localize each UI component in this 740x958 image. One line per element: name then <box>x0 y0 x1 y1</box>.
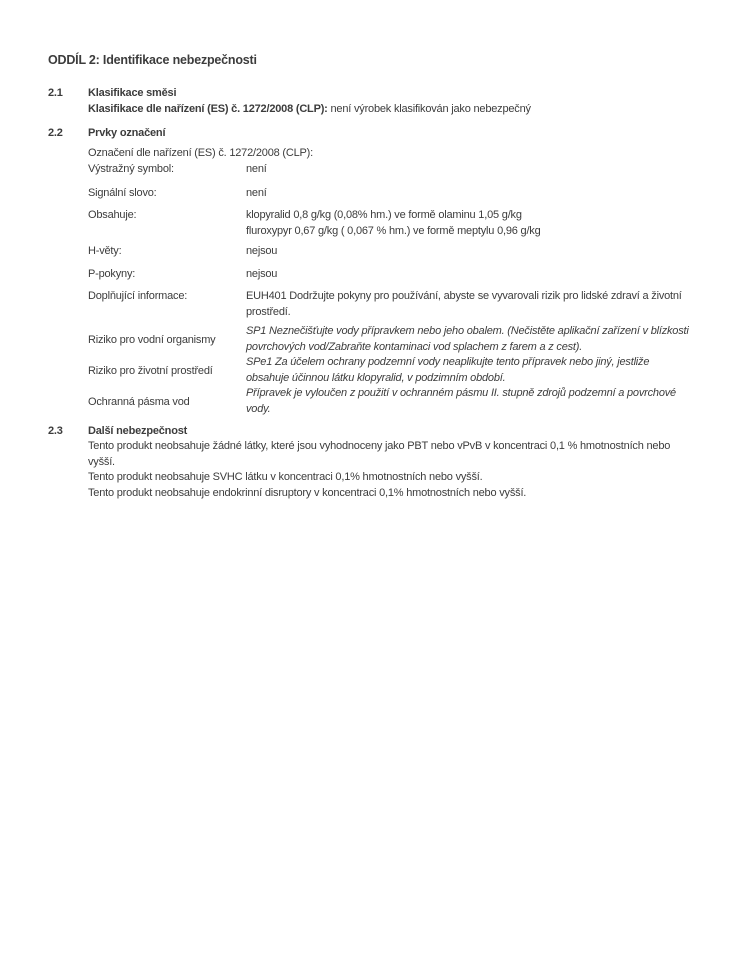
risk-row-environment <box>88 355 695 386</box>
field-row-contains <box>88 207 695 239</box>
field-label: Signální slovo: <box>88 187 157 199</box>
field-value: nejsou <box>246 268 278 280</box>
section-2-2-heading: Prvky označení <box>88 127 166 139</box>
other-hazards-line-svhc: Tento produkt neobsahuje SVHC látku v koncentraci 0,1% hmotnostních nebo vyšší. <box>88 471 483 483</box>
field-label: H-věty: <box>88 245 122 257</box>
field-value: není <box>246 163 267 175</box>
section-2-1-number: 2.1 <box>48 87 63 99</box>
contains-line-1: klopyralid 0,8 g/kg (0,08% hm.) ve formě olaminu 1,05 g/kg <box>246 209 522 221</box>
risk-label: Riziko pro životní prostředí <box>88 364 213 377</box>
field-row-signal-word <box>88 185 695 201</box>
other-hazards-line-pbt: Tento produkt neobsahuje žádné látky, které jsou vyhodnoceny jako PBT nebo vPvB v koncentraci 0,1 % hmotnostních nebo vyšší. <box>88 440 671 468</box>
field-label: Obsahuje: <box>88 209 137 221</box>
section-2-3-heading: Další nebezpečnost <box>88 425 188 437</box>
risk-value: SP1 Neznečišťujte vody přípravkem nebo jeho obalem. (Nečistěte aplikační zařízení v blízkosti povrchových vod/Zabraňte kontaminaci vod splachem z farem a z cest). <box>246 325 689 353</box>
risk-label: Ochranná pásma vod <box>88 395 190 408</box>
risk-label: Riziko pro vodní organismy <box>88 333 216 346</box>
field-row-p-statements <box>88 266 695 282</box>
risk-value: SPe1 Za účelem ochrany podzemní vody neaplikujte tento přípravek nebo jiný, jestliže obsahuje účinnou látku klopyralid, v podzimním období. <box>246 356 650 384</box>
risk-row-water-protection-zones <box>88 386 695 417</box>
field-row-h-statements <box>88 243 695 259</box>
field-value <box>246 207 695 239</box>
other-hazards-line-endocrine: Tento produkt neobsahuje endokrinní disruptory v koncentraci 0,1% hmotnostních nebo vyšší. <box>88 486 527 499</box>
field-label: Výstražný symbol: <box>88 163 174 175</box>
field-value: není <box>246 187 267 199</box>
field-label: Doplňující informace: <box>88 290 188 302</box>
section-title: ODDÍL 2: Identifikace nebezpečnosti <box>48 53 257 67</box>
field-row-warning-symbol <box>88 161 695 177</box>
classification-label: Klasifikace dle nařízení (ES) č. 1272/2008 (CLP): <box>88 103 328 115</box>
section-2-2 <box>48 125 695 417</box>
section-2-1 <box>48 85 695 117</box>
classification-line <box>88 101 695 117</box>
section-2-2-number: 2.2 <box>48 127 63 139</box>
field-value: EUH401 Dodržujte pokyny pro používání, abyste se vyvarovali rizik pro lidské zdraví a životní prostředí. <box>246 290 682 318</box>
contains-line-2: fluroxypyr 0,67 g/kg ( 0,067 % hm.) ve formě meptylu 0,96 g/kg <box>246 225 541 237</box>
field-label: P-pokyny: <box>88 268 136 280</box>
risk-row-aquatic-organisms <box>88 324 695 355</box>
labelling-intro: Označení dle nařízení (ES) č. 1272/2008 (CLP): <box>88 147 313 159</box>
field-row-additional-info <box>88 288 695 320</box>
section-2-1-heading: Klasifikace směsi <box>88 87 177 99</box>
section-2-3 <box>48 423 695 501</box>
risk-value: Přípravek je vyloučen z použití v ochranném pásmu II. stupně zdrojů podzemní a povrchové vody. <box>246 387 676 415</box>
section-2-3-number: 2.3 <box>48 425 63 437</box>
classification-value: není výrobek klasifikován jako nebezpečný <box>330 103 531 115</box>
field-value: nejsou <box>246 245 278 257</box>
